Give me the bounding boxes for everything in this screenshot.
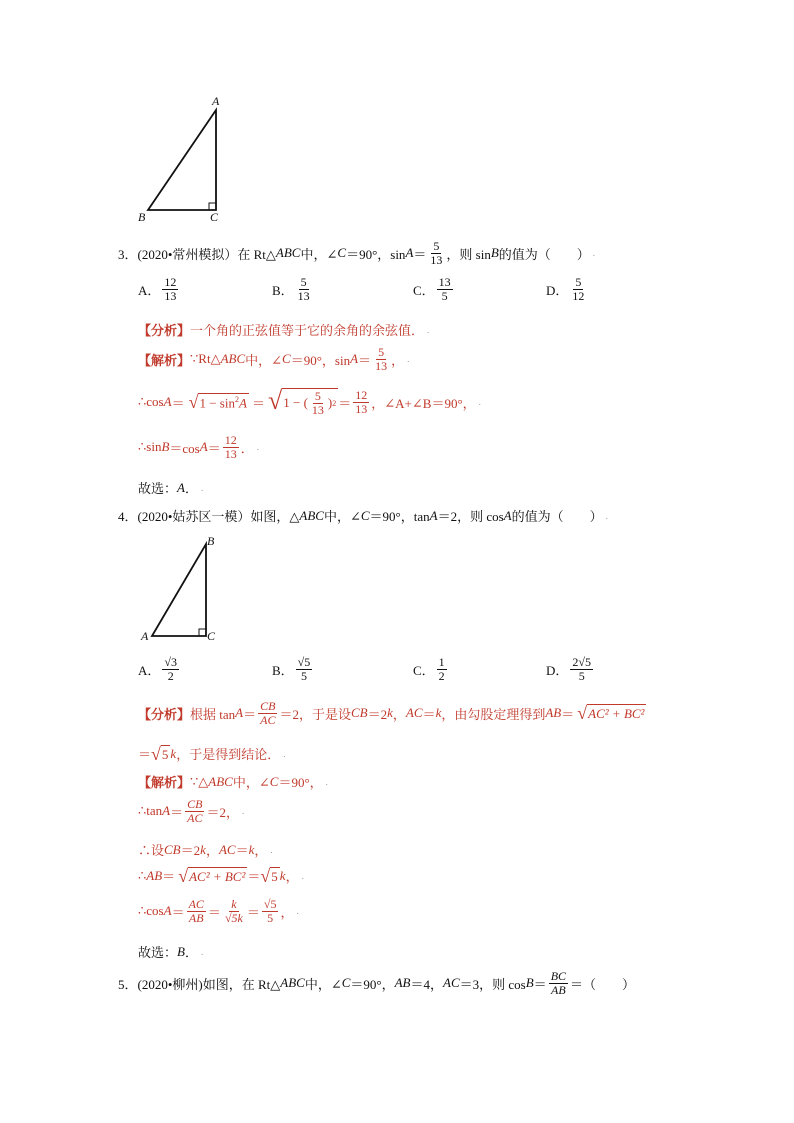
q4-analysis-1: 【分析】 根据 tan A ＝ $\frac{CB}{AC}$ ＝2，于是设 CB ＝2 k ， AC ＝ k ，由勾股定理得到 AB ＝ √ AC² + BC²	[138, 699, 645, 727]
q4-stem: 4．(2020•姑苏区一模）如图，△ ABC 中，∠ C ＝90°，tan A ＝2，则 cos A 的值为（ ） .	[118, 507, 608, 524]
q3-solution-2: ∴cos A ＝ √ $1 - \sin^2A$ ＝ √ 1 − ( $\frac{5}{13}$ ) 2 ＝ $\frac{12}{13}$ ，∠A+∠B＝90°， .	[138, 386, 481, 417]
fig2-label-a: A	[141, 629, 149, 643]
q4-analysis-2: ＝ √ 5 k ，于是得到结论． .	[138, 743, 286, 764]
q4-option-a[interactable]: A． $\frac{√3}{2}$	[138, 655, 177, 683]
q3-option-d[interactable]: D． $\frac{5}{12}$	[546, 275, 585, 303]
q3-answer: 故选： A ． .	[138, 479, 204, 496]
q4-solution-2: ∴tan A ＝ $\frac{CB}{AC}$ ＝2， .	[138, 797, 245, 825]
fig2-label-c: C	[207, 629, 216, 643]
triangle-figure-1	[130, 92, 240, 227]
fig1-label-a: A	[212, 94, 220, 108]
q3-analysis: 【分析】 一个角的正弦值等于它的余角的余弦值． .	[138, 323, 430, 338]
q3-stem-fraction: $\frac{5}{13}$	[430, 239, 443, 267]
q3-option-c[interactable]: C． $\frac{13}{5}$	[413, 275, 451, 303]
q4-option-c[interactable]: C． $\frac{1}{2}$	[413, 655, 445, 683]
q4-option-b[interactable]: B． $\frac{√5}{5}$	[272, 655, 311, 683]
fig1-label-b: B	[138, 210, 146, 224]
q4-option-d[interactable]: D． $\frac{2√5}{5}$	[546, 655, 591, 683]
fig1-label-c: C	[210, 210, 219, 224]
q4-solution-1: 【解析】 ∵△ ABC 中，∠ C ＝90°， .	[138, 773, 328, 790]
q4-solution-4: ∴ AB ＝ √ AC² + BC² ＝ √ 5 k ， .	[138, 865, 304, 886]
fig2-label-b: B	[207, 534, 215, 548]
q3-option-b[interactable]: B． $\frac{5}{13}$	[272, 275, 310, 303]
q3-solution-3: ∴sin B ＝cos A ＝ $\frac{12}{13}$ ． .	[138, 433, 259, 461]
q4-solution-5: ∴cos A ＝ $\frac{AC}{AB}$ ＝ $\frac{k}{√5k}$ ＝ $\frac{√5}{5}$ ， .	[138, 897, 299, 925]
q3-stem: 3．(2020•常州模拟）在 Rt△ ABC 中，∠ C ＝90°，sin A ＝ $\frac{5}{13}$ ，则 sin B 的值为（ ） .	[118, 239, 596, 267]
q4-solution-3: ∴设 CB ＝2 k ， AC ＝ k ， .	[138, 841, 273, 858]
q5-stem: 5．(2020•柳州)如图，在 Rt△ ABC 中，∠ C ＝90°， AB ＝4， AC ＝3，则 cos B ＝ $\frac{BC}{AB}$ ＝（ ）	[118, 969, 636, 997]
q3-option-a[interactable]: A． $\frac{12}{13}$	[138, 275, 177, 303]
q3-solution-1: 【解析】 ∵Rt△ ABC 中，∠ C ＝90°，sin A ＝ $\frac{5}{13}$ ， .	[138, 345, 410, 373]
q4-answer: 故选： B ． .	[138, 943, 204, 960]
triangle-figure-2	[140, 536, 230, 646]
